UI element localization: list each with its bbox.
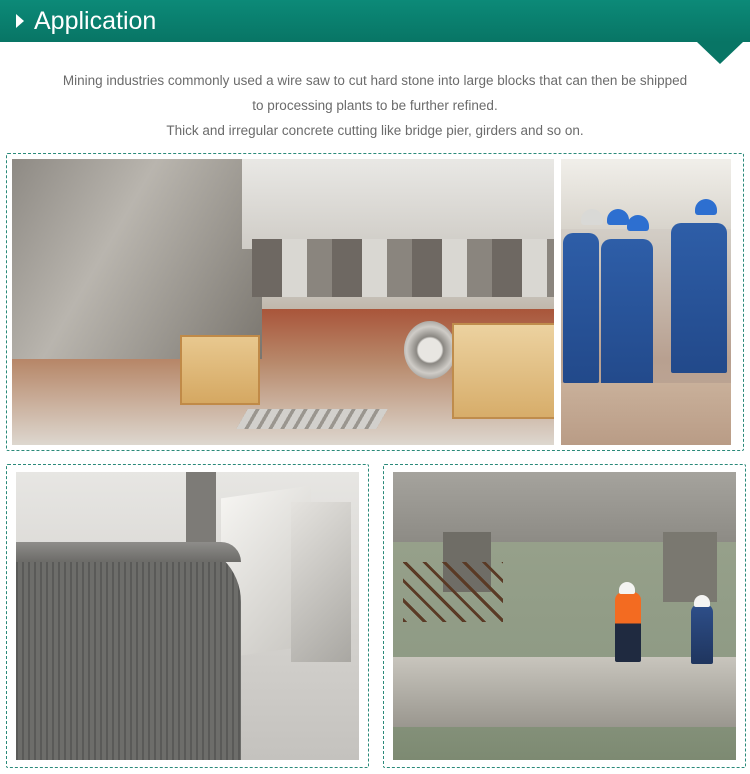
intro-line: to processing plants to be further refined. — [252, 98, 498, 113]
intro-line: Mining industries commonly used a wire saw to cut hard stone into large blocks that can then be shipped — [62, 73, 688, 88]
header-notch — [697, 42, 743, 64]
intro-line: Thick and irregular concrete cutting like bridge pier, girders and so on. — [166, 123, 584, 138]
workers-photo — [561, 159, 731, 445]
intro-text — [0, 68, 750, 143]
triangle-right-icon — [16, 14, 24, 28]
concrete-block-photo — [16, 472, 359, 760]
bridge-pier-photo — [393, 472, 736, 760]
quarry-wire-saw-photo — [12, 159, 554, 445]
section-header — [0, 0, 750, 42]
section-title: Application — [34, 7, 157, 35]
